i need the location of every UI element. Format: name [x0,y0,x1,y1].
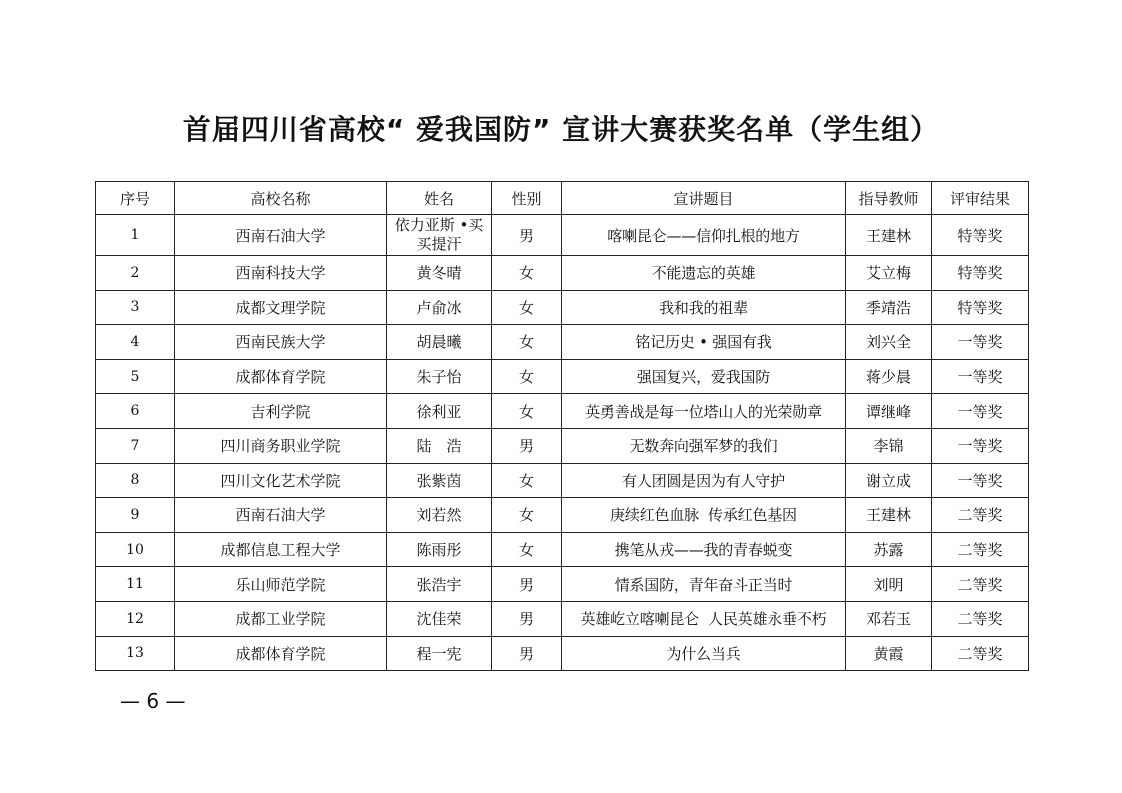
cell-no: 12 [96,601,175,636]
awards-table [95,181,1029,671]
cell-name: 张紫茵 [387,463,492,498]
table-row [96,290,1029,325]
cell-no: 1 [96,215,175,256]
cell-name: 陆 浩 [387,428,492,463]
cell-school: 乐山师范学院 [175,567,387,602]
cell-result: 特等奖 [932,290,1029,325]
cell-teacher: 谢立成 [846,463,932,498]
cell-result: 二等奖 [932,601,1029,636]
cell-no: 3 [96,290,175,325]
cell-school: 西南石油大学 [175,215,387,256]
header-teacher: 指导教师 [846,182,932,215]
cell-gender: 男 [492,215,562,256]
cell-result: 二等奖 [932,532,1029,567]
cell-topic: 英勇善战是每一位塔山人的光荣勋章 [562,394,846,429]
cell-teacher: 谭继峰 [846,394,932,429]
cell-no: 5 [96,359,175,394]
cell-teacher: 艾立梅 [846,256,932,291]
cell-no: 6 [96,394,175,429]
cell-teacher: 季靖浩 [846,290,932,325]
cell-school: 四川商务职业学院 [175,428,387,463]
table-row [96,256,1029,291]
cell-teacher: 苏露 [846,532,932,567]
cell-school: 吉利学院 [175,394,387,429]
cell-school: 成都文理学院 [175,290,387,325]
cell-school: 成都工业学院 [175,601,387,636]
cell-school: 成都体育学院 [175,636,387,671]
cell-result: 二等奖 [932,498,1029,533]
table-row [96,325,1029,360]
table-row [96,359,1029,394]
cell-result: 特等奖 [932,256,1029,291]
cell-result: 一等奖 [932,463,1029,498]
cell-name: 黄冬晴 [387,256,492,291]
cell-gender: 女 [492,394,562,429]
cell-no: 11 [96,567,175,602]
cell-teacher: 王建林 [846,215,932,256]
cell-result: 特等奖 [932,215,1029,256]
cell-gender: 女 [492,498,562,533]
cell-teacher: 邓若玉 [846,601,932,636]
cell-no: 4 [96,325,175,360]
cell-gender: 女 [492,256,562,291]
cell-school: 四川文化艺术学院 [175,463,387,498]
cell-gender: 男 [492,428,562,463]
cell-topic: 铭记历史 • 强国有我 [562,325,846,360]
cell-topic: 我和我的祖辈 [562,290,846,325]
cell-teacher: 王建林 [846,498,932,533]
cell-topic: 喀喇昆仑——信仰扎根的地方 [562,215,846,256]
cell-topic: 情系国防，青年奋斗正当时 [562,567,846,602]
table-row [96,215,1029,256]
cell-gender: 女 [492,359,562,394]
cell-school: 西南科技大学 [175,256,387,291]
cell-topic: 英雄屹立喀喇昆仑 人民英雄永垂不朽 [562,601,846,636]
cell-topic: 不能遗忘的英雄 [562,256,846,291]
cell-no: 7 [96,428,175,463]
cell-name: 张浩宇 [387,567,492,602]
cell-topic: 为什么当兵 [562,636,846,671]
table-row [96,463,1029,498]
table-header-row [96,182,1029,215]
header-result: 评审结果 [932,182,1029,215]
table-row [96,394,1029,429]
cell-name: 刘若然 [387,498,492,533]
header-topic: 宣讲题目 [562,182,846,215]
cell-result: 一等奖 [932,428,1029,463]
cell-gender: 女 [492,532,562,567]
cell-school: 西南石油大学 [175,498,387,533]
cell-topic: 强国复兴，爱我国防 [562,359,846,394]
header-name: 姓名 [387,182,492,215]
cell-teacher: 刘明 [846,567,932,602]
cell-result: 一等奖 [932,359,1029,394]
cell-topic: 庚续红色血脉 传承红色基因 [562,498,846,533]
table-row [96,498,1029,533]
header-school: 高校名称 [175,182,387,215]
cell-gender: 男 [492,601,562,636]
cell-no: 13 [96,636,175,671]
cell-teacher: 刘兴全 [846,325,932,360]
page-number: — 6 — [120,689,186,713]
cell-name: 陈雨彤 [387,532,492,567]
cell-name: 程一宪 [387,636,492,671]
cell-teacher: 蒋少晨 [846,359,932,394]
cell-result: 二等奖 [932,636,1029,671]
table-row [96,532,1029,567]
cell-topic: 无数奔向强军梦的我们 [562,428,846,463]
cell-name: 卢俞冰 [387,290,492,325]
cell-gender: 男 [492,636,562,671]
table-row [96,601,1029,636]
cell-no: 9 [96,498,175,533]
cell-no: 10 [96,532,175,567]
table-row [96,428,1029,463]
cell-topic: 携笔从戎——我的青春蜕变 [562,532,846,567]
cell-no: 2 [96,256,175,291]
cell-name: 沈佳荣 [387,601,492,636]
cell-result: 一等奖 [932,394,1029,429]
header-gender: 性别 [492,182,562,215]
cell-school: 成都信息工程大学 [175,532,387,567]
cell-gender: 男 [492,567,562,602]
cell-name: 胡晨曦 [387,325,492,360]
cell-name: 朱子怡 [387,359,492,394]
cell-name: 徐利亚 [387,394,492,429]
cell-gender: 女 [492,290,562,325]
table-row [96,636,1029,671]
cell-school: 西南民族大学 [175,325,387,360]
cell-topic: 有人团圆是因为有人守护 [562,463,846,498]
cell-gender: 女 [492,463,562,498]
document-title: 首届四川省高校“ 爱我国防” 宣讲大赛获奖名单（学生组） [182,113,940,146]
cell-name: 依力亚斯 •买买提汗 [387,215,492,256]
cell-result: 一等奖 [932,325,1029,360]
cell-teacher: 黄霞 [846,636,932,671]
header-no: 序号 [96,182,175,215]
cell-no: 8 [96,463,175,498]
cell-teacher: 李锦 [846,428,932,463]
cell-school: 成都体育学院 [175,359,387,394]
table-row [96,567,1029,602]
cell-gender: 女 [492,325,562,360]
cell-result: 二等奖 [932,567,1029,602]
